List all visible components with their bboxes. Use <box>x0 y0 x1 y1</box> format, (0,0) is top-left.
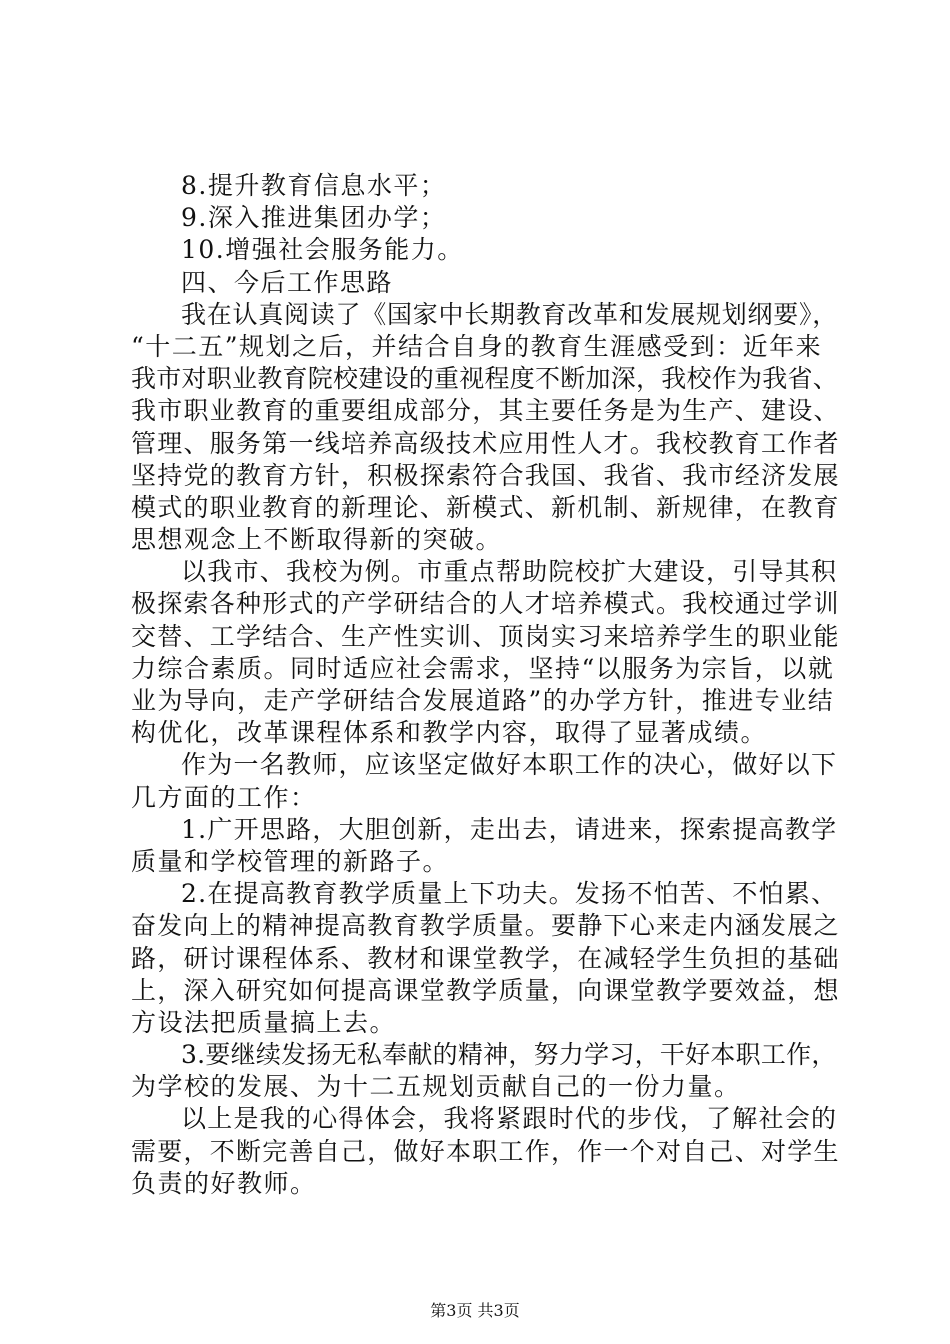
text-line: 交替、工学结合、生产性实训、顶岗实习来培养学生的职业能 <box>131 621 840 651</box>
text-line: 方设法把质量搞上去。 <box>131 1007 397 1037</box>
text-line: 我在认真阅读了《国家中长期教育改革和发展规划纲要》， <box>181 299 839 329</box>
text-line: 模式的职业教育的新理论、新模式、新机制、新规律，在教育 <box>131 492 840 522</box>
text-line: 10.增强社会服务能力。 <box>181 235 464 265</box>
text-line: 为学校的发展、为十二五规划贡献自己的一份力量。 <box>131 1072 741 1102</box>
text-line: 2.在提高教育教学质量上下功夫。发扬不怕苦、不怕累、 <box>181 879 838 909</box>
text-line: 质量和学校管理的新路子。 <box>131 846 450 876</box>
text-line: 9.深入推进集团办学； <box>181 203 447 233</box>
text-line: 极探索各种形式的产学研结合的人才培养模式。我校通过学训 <box>131 589 840 619</box>
text-line: 需要，不断完善自己，做好本职工作，作一个对自己、对学生 <box>131 1136 840 1166</box>
text-line: 奋发向上的精神提高教育教学质量。要静下心来走内涵发展之 <box>131 911 840 941</box>
document-body <box>131 170 841 1200</box>
text-line: 负责的好教师。 <box>131 1168 317 1198</box>
text-line: 我市职业教育的重要组成部分，其主要任务是为生产、建设、 <box>131 396 840 426</box>
text-line: 思想观念上不断取得新的突破。 <box>131 525 503 555</box>
text-line: “十二五”规划之后，并结合自身的教育生涯感受到：近年来 <box>131 331 823 361</box>
text-line: 3.要继续发扬无私奉献的精神，努力学习，干好本职工作， <box>181 1040 837 1070</box>
text-line: 几方面的工作： <box>131 782 317 812</box>
text-line: 四、今后工作思路 <box>181 267 394 297</box>
text-line: 力综合素质。同时适应社会需求，坚持“以服务为宗旨，以就 <box>131 653 835 683</box>
text-line: 1.广开思路，大胆创新，走出去，请进来，探索提高教学 <box>181 814 838 844</box>
text-line: 8.提升教育信息水平； <box>181 171 447 200</box>
text-line: 业为导向，走产学研结合发展道路”的办学方针，推进专业结 <box>131 686 835 715</box>
text-line: 我市对职业教育院校建设的重视程度不断加深，我校作为我省、 <box>131 364 839 394</box>
text-line: 路，研讨课程体系、教材和课堂教学，在减轻学生负担的基础 <box>131 943 840 973</box>
text-line: 上，深入研究如何提高课堂教学质量，向课堂教学要效益，想 <box>131 975 840 1005</box>
page-footer: 第3页 共3页 <box>430 1301 520 1320</box>
text-line: 以我市、我校为例。市重点帮助院校扩大建设，引导其积 <box>181 557 838 587</box>
text-line: 构优化，改革课程体系和教学内容，取得了显著成绩。 <box>131 718 768 748</box>
text-line: 以上是我的心得体会，我将紧跟时代的步伐，了解社会的 <box>181 1104 838 1134</box>
text-line: 作为一名教师，应该坚定做好本职工作的决心，做好以下 <box>181 750 838 780</box>
text-line: 管理、服务第一线培养高级技术应用性人才。我校教育工作者 <box>131 428 840 458</box>
text-line: 坚持党的教育方针，积极探索符合我国、我省、我市经济发展 <box>131 460 840 490</box>
